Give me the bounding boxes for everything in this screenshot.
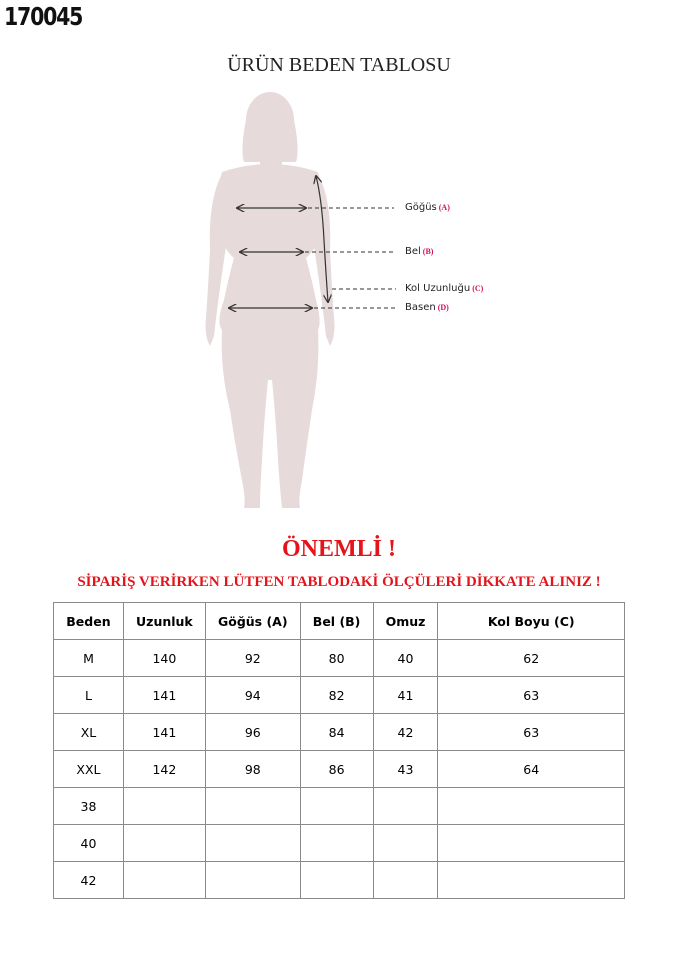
table-cell: 42: [54, 862, 124, 899]
table-cell: 84: [300, 714, 373, 751]
table-cell: 80: [300, 640, 373, 677]
table-cell: [300, 788, 373, 825]
table-cell: [373, 825, 438, 862]
size-table: [53, 602, 625, 899]
table-cell: 98: [205, 751, 300, 788]
table-cell: 62: [438, 640, 625, 677]
table-row: [54, 640, 625, 677]
body-measurement-figure: [0, 90, 678, 520]
header-shoulder: Omuz: [373, 603, 438, 640]
table-cell: 140: [123, 640, 205, 677]
label-chest: [405, 202, 450, 213]
table-cell: XL: [54, 714, 124, 751]
table-row: [54, 751, 625, 788]
table-cell: 64: [438, 751, 625, 788]
label-hip: [405, 302, 449, 313]
important-heading: ÖNEMLİ !: [282, 536, 396, 562]
order-notice: SİPARİŞ VERİRKEN LÜTFEN TABLODAKİ ÖLÇÜLERİ DİKKATE ALINIZ !: [77, 574, 601, 590]
table-cell: [205, 788, 300, 825]
silhouette-icon: [206, 92, 335, 508]
header-chest: Göğüs (A): [205, 603, 300, 640]
table-cell: 40: [54, 825, 124, 862]
table-cell: 94: [205, 677, 300, 714]
table-cell: 141: [123, 714, 205, 751]
table-cell: 63: [438, 677, 625, 714]
table-cell: 86: [300, 751, 373, 788]
table-cell: [373, 862, 438, 899]
table-cell: [438, 788, 625, 825]
table-cell: 43: [373, 751, 438, 788]
table-cell: [300, 825, 373, 862]
label-waist: [405, 246, 433, 257]
table-cell: 141: [123, 677, 205, 714]
table-cell: 92: [205, 640, 300, 677]
table-cell: [373, 788, 438, 825]
label-sleeve-letter: (C): [472, 284, 484, 293]
label-waist-letter: (B): [422, 247, 434, 256]
table-cell: L: [54, 677, 124, 714]
table-row: [54, 677, 625, 714]
table-cell: [438, 862, 625, 899]
table-cell: M: [54, 640, 124, 677]
label-sleeve: [405, 283, 483, 294]
label-chest-letter: (A): [438, 203, 450, 212]
table-cell: 63: [438, 714, 625, 751]
header-sleeve: Kol Boyu (C): [438, 603, 625, 640]
label-hip-letter: (D): [437, 303, 449, 312]
table-cell: 96: [205, 714, 300, 751]
page-title: ÜRÜN BEDEN TABLOSU: [227, 54, 451, 76]
table-cell: 42: [373, 714, 438, 751]
table-row: [54, 714, 625, 751]
table-cell: 82: [300, 677, 373, 714]
table-cell: [300, 862, 373, 899]
label-waist-name: Bel: [405, 246, 421, 257]
table-cell: 40: [373, 640, 438, 677]
table-cell: [123, 825, 205, 862]
table-cell: [123, 788, 205, 825]
label-sleeve-name: Kol Uzunluğu: [405, 283, 471, 294]
table-cell: [123, 862, 205, 899]
table-cell: [205, 825, 300, 862]
header-waist: Bel (B): [300, 603, 373, 640]
table-cell: [205, 862, 300, 899]
label-chest-name: Göğüs: [405, 202, 437, 213]
table-row: [54, 862, 625, 899]
table-cell: XXL: [54, 751, 124, 788]
table-cell: 38: [54, 788, 124, 825]
header-length: Uzunluk: [123, 603, 205, 640]
table-cell: 41: [373, 677, 438, 714]
table-cell: 142: [123, 751, 205, 788]
table-row: [54, 825, 625, 862]
label-hip-name: Basen: [405, 302, 436, 313]
table-cell: [438, 825, 625, 862]
body-silhouette-diagram: [0, 90, 678, 520]
table-row: [54, 788, 625, 825]
product-code: 170045: [4, 2, 83, 31]
header-size: Beden: [54, 603, 124, 640]
table-header-row: [54, 603, 625, 640]
